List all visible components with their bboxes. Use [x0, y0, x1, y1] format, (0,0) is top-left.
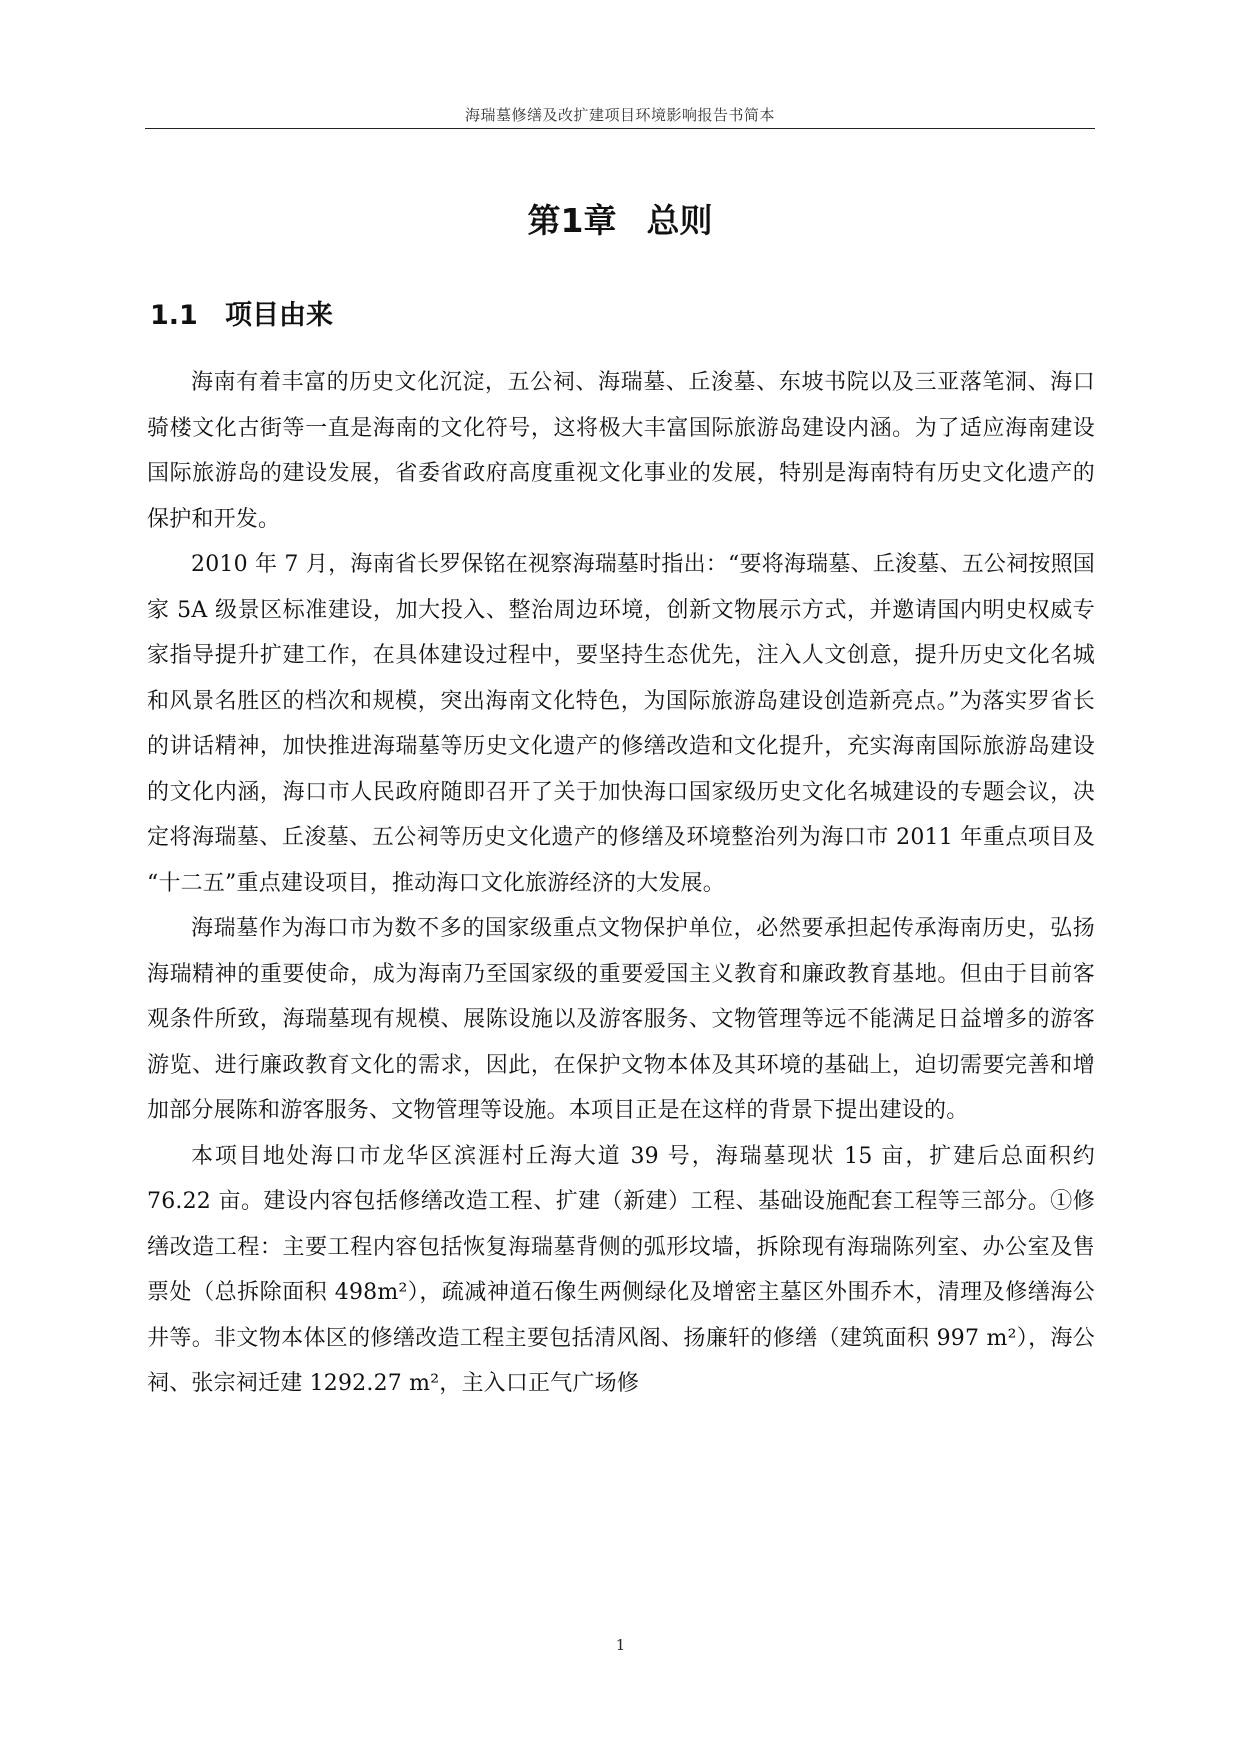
- paragraph: 海南有着丰富的历史文化沉淀，五公祠、海瑞墓、丘浚墓、东坡书院以及三亚落笔洞、海口骑楼文化古街等一直是海南的文化符号，这将极大丰富国际旅游岛建设内涵。为了适应海南建设国际旅游岛的建设发展，省委省政府高度重视文化事业的发展，特别是海南特有历史文化遗产的保护和开发。: [147, 370, 1095, 532]
- chapter-number: 第1章: [527, 201, 617, 240]
- running-header: 海瑞墓修缮及改扩建项目环境影响报告书简本: [464, 106, 775, 124]
- paragraph: 海瑞墓作为海口市为数不多的国家级重点文物保护单位，必然要承担起传承海南历史，弘扬海瑞精神的重要使命，成为海南乃至国家级的重要爱国主义教育和廉政教育基地。但由于目前客观条件所致，海瑞墓现有规模、展陈设施以及游客服务、文物管理等远不能满足日益增多的游客游览、进行廉政教育文化的需求，因此，在保护文物本体及其环境的基础上，迫切需要完善和增加部分展陈和游客服务、文物管理等设施。本项目正是在这样的背景下提出建设的。: [147, 916, 1095, 1123]
- paragraph: 本项目地处海口市龙华区滨涯村丘海大道 39 号，海瑞墓现状 15 亩，扩建后总面积约 76.22 亩。建设内容包括修缮改造工程、扩建（新建）工程、基础设施配套工程等三部分。①修缮改造工程：主要工程内容包括恢复海瑞墓背侧的弧形坟墙，拆除现有海瑞陈列室、办公室及售票处（总拆除面积 498m²），疏减神道石像生两侧绿化及增密主墓区外围乔木，清理及修缮海公井等。非文物本体区的修缮改造工程主要包括清风阁、扬廉轩的修缮（建筑面积 997 m²），海公祠、张宗祠迁建 1292.27 m²，主入口正气广场修: [147, 1143, 1095, 1396]
- section-heading: [150, 293, 333, 332]
- header-divider: [145, 128, 1095, 129]
- chapter-name: 总则: [646, 201, 713, 240]
- section-title: 项目由来: [225, 300, 333, 331]
- body-text: [147, 360, 1095, 1407]
- paragraph: 2010 年 7 月，海南省长罗保铭在视察海瑞墓时指出：“要将海瑞墓、丘浚墓、五公祠按照国家 5A 级景区标准建设，加大投入、整治周边环境，创新文物展示方式，并邀请国内明史权威专家指导提升扩建工作，在具体建设过程中，要坚持生态优先，注入人文创意，提升历史文化名城和风景名胜区的档次和规模，突出海南文化特色，为国际旅游岛建设创造新亮点。”为落实罗省长的讲话精神，加快推进海瑞墓等历史文化遗产的修缮改造和文化提升，充实海南国际旅游岛建设的文化内涵，海口市人民政府随即召开了关于加快海口国家级历史文化名城建设的专题会议，决定将海瑞墓、丘浚墓、五公祠等历史文化遗产的修缮及环境整治列为海口市 2011 年重点项目及 “十二五”重点建设项目，推动海口文化旅游经济的大发展。: [147, 552, 1095, 896]
- page-number: 1: [615, 1636, 626, 1654]
- section-number: 1.1: [150, 300, 198, 331]
- chapter-title: [145, 195, 1095, 242]
